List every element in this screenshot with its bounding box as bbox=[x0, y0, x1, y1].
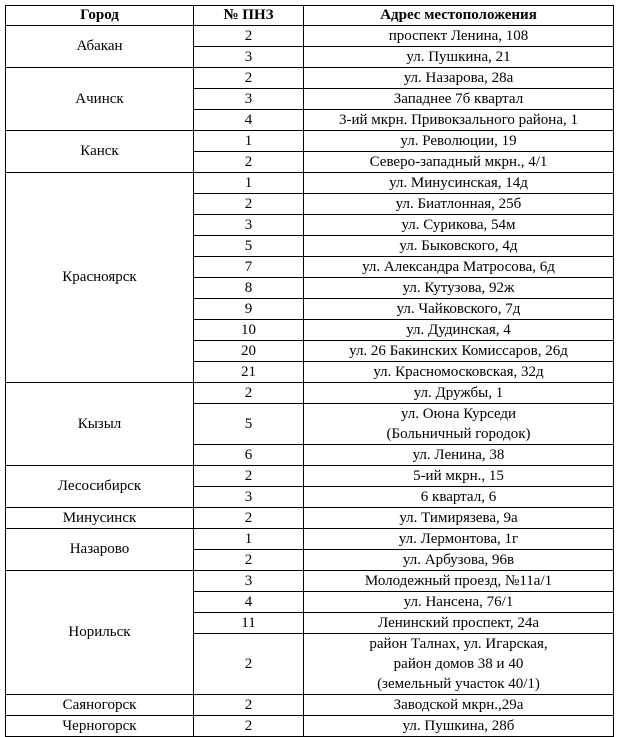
address-cell bbox=[304, 550, 614, 571]
station-number-cell: 21 bbox=[194, 362, 304, 383]
station-number-cell: 2 bbox=[194, 152, 304, 173]
station-number-cell: 9 bbox=[194, 299, 304, 320]
station-number-cell: 2 bbox=[194, 383, 304, 404]
table-row bbox=[6, 529, 614, 550]
address-line: 3-ий мкрн. Привокзального района, 1 bbox=[338, 112, 578, 128]
table-row bbox=[6, 131, 614, 152]
table-row bbox=[6, 571, 614, 592]
address-cell bbox=[304, 278, 614, 299]
table-header bbox=[6, 6, 614, 26]
stations-table bbox=[5, 5, 614, 737]
address-line: проспект Ленина, 108 bbox=[388, 28, 529, 44]
address-line: ул. Оюна Курседи bbox=[400, 406, 517, 422]
station-number-cell: 2 bbox=[194, 695, 304, 716]
city-cell: Красноярск bbox=[6, 173, 194, 383]
station-number-cell: 5 bbox=[194, 404, 304, 445]
address-line: ул. Дружбы, 1 bbox=[413, 385, 504, 401]
station-number-cell: 2 bbox=[194, 508, 304, 529]
address-cell bbox=[304, 529, 614, 550]
station-number-cell: 2 bbox=[194, 26, 304, 47]
address-cell bbox=[304, 695, 614, 716]
address-line: (Больничный городок) bbox=[386, 426, 531, 442]
address-cell bbox=[304, 320, 614, 341]
address-cell bbox=[304, 68, 614, 89]
address-line: ул. Сурикова, 54м bbox=[401, 217, 516, 233]
table-row bbox=[6, 68, 614, 89]
address-line: ул. Быковского, 4д bbox=[399, 238, 518, 254]
address-cell bbox=[304, 215, 614, 236]
address-cell bbox=[304, 236, 614, 257]
station-number-cell: 3 bbox=[194, 487, 304, 508]
city-cell: Саяногорск bbox=[6, 695, 194, 716]
city-cell: Ачинск bbox=[6, 68, 194, 131]
station-number-cell: 3 bbox=[194, 89, 304, 110]
station-number-cell: 2 bbox=[194, 466, 304, 487]
address-line: район Талнах, ул. Игарская, bbox=[369, 636, 548, 652]
table-row bbox=[6, 383, 614, 404]
address-line: (земельный участок 40/1) bbox=[377, 676, 540, 692]
station-number-cell: 3 bbox=[194, 47, 304, 68]
table-row bbox=[6, 716, 614, 737]
address-line: ул. Революции, 19 bbox=[400, 133, 517, 149]
city-cell: Кызыл bbox=[6, 383, 194, 466]
table-row bbox=[6, 26, 614, 47]
address-cell bbox=[304, 47, 614, 68]
address-cell bbox=[304, 634, 614, 695]
station-number-cell: 7 bbox=[194, 257, 304, 278]
header-number: № ПНЗ bbox=[194, 6, 304, 26]
address-cell bbox=[304, 571, 614, 592]
address-line: ул. Чайковского, 7д bbox=[396, 301, 521, 317]
table-row bbox=[6, 173, 614, 194]
address-line: ул. Арбузова, 96в bbox=[402, 552, 515, 568]
address-cell bbox=[304, 487, 614, 508]
address-cell bbox=[304, 131, 614, 152]
address-cell bbox=[304, 26, 614, 47]
address-cell bbox=[304, 89, 614, 110]
station-number-cell: 1 bbox=[194, 173, 304, 194]
address-cell bbox=[304, 383, 614, 404]
address-line: ул. Пушкина, 28б bbox=[402, 718, 515, 734]
address-line: ул. Тимирязева, 9а bbox=[399, 510, 518, 526]
address-line: ул. Нансена, 76/1 bbox=[403, 594, 514, 610]
address-line: ул. Красномосковская, 32д bbox=[373, 364, 544, 380]
address-line: Ленинский проспект, 24а bbox=[378, 615, 539, 631]
address-cell bbox=[304, 152, 614, 173]
station-number-cell: 5 bbox=[194, 236, 304, 257]
station-number-cell: 3 bbox=[194, 215, 304, 236]
address-cell bbox=[304, 508, 614, 529]
address-cell bbox=[304, 257, 614, 278]
address-line: ул. Кутузова, 92ж bbox=[402, 280, 515, 296]
address-line: Северо-западный мкрн., 4/1 bbox=[369, 154, 548, 170]
station-number-cell: 8 bbox=[194, 278, 304, 299]
table-body bbox=[6, 26, 614, 737]
address-line: ул. Ленина, 38 bbox=[412, 447, 505, 463]
city-cell: Назарово bbox=[6, 529, 194, 571]
address-line: ул. Александра Матросова, 6д bbox=[362, 259, 555, 275]
address-cell bbox=[304, 613, 614, 634]
address-line: Молодежный проезд, №11а/1 bbox=[364, 573, 553, 589]
station-number-cell: 3 bbox=[194, 571, 304, 592]
address-line: Западнее 7б квартал bbox=[393, 91, 524, 107]
address-cell bbox=[304, 445, 614, 466]
address-line: ул. Назарова, 28а bbox=[403, 70, 514, 86]
address-cell bbox=[304, 466, 614, 487]
address-line: ул. Дудинская, 4 bbox=[406, 322, 511, 338]
address-cell bbox=[304, 716, 614, 737]
table-row bbox=[6, 466, 614, 487]
address-cell bbox=[304, 194, 614, 215]
header-address: Адрес местоположения bbox=[304, 6, 614, 26]
address-line: Заводской мкрн.,29а bbox=[393, 697, 524, 713]
address-line: ул. Минусинская, 14д bbox=[389, 175, 528, 191]
station-number-cell: 2 bbox=[194, 634, 304, 695]
address-cell bbox=[304, 592, 614, 613]
city-cell: Лесосибирск bbox=[6, 466, 194, 508]
station-number-cell: 4 bbox=[194, 110, 304, 131]
address-cell bbox=[304, 404, 614, 445]
address-line: ул. Биатлонная, 25б bbox=[395, 196, 522, 212]
address-line: 6 квартал, 6 bbox=[420, 489, 497, 505]
address-line: ул. 26 Бакинских Комиссаров, 26д bbox=[349, 343, 568, 359]
address-line: ул. Пушкина, 21 bbox=[406, 49, 511, 65]
city-cell: Минусинск bbox=[6, 508, 194, 529]
table-row bbox=[6, 695, 614, 716]
station-number-cell: 2 bbox=[194, 716, 304, 737]
table-row bbox=[6, 508, 614, 529]
station-number-cell: 2 bbox=[194, 68, 304, 89]
address-cell bbox=[304, 341, 614, 362]
header-row bbox=[6, 6, 614, 26]
address-cell bbox=[304, 362, 614, 383]
address-cell bbox=[304, 299, 614, 320]
header-city: Город bbox=[6, 6, 194, 26]
station-number-cell: 2 bbox=[194, 194, 304, 215]
station-number-cell: 1 bbox=[194, 131, 304, 152]
city-cell: Канск bbox=[6, 131, 194, 173]
address-line: 5-ий мкрн., 15 bbox=[413, 468, 504, 484]
address-line: ул. Лермонтова, 1г bbox=[398, 531, 519, 547]
address-cell bbox=[304, 173, 614, 194]
station-number-cell: 2 bbox=[194, 550, 304, 571]
station-number-cell: 10 bbox=[194, 320, 304, 341]
city-cell: Черногорск bbox=[6, 716, 194, 737]
station-number-cell: 4 bbox=[194, 592, 304, 613]
station-number-cell: 6 bbox=[194, 445, 304, 466]
city-cell: Норильск bbox=[6, 571, 194, 695]
address-cell bbox=[304, 110, 614, 131]
station-number-cell: 11 bbox=[194, 613, 304, 634]
city-cell: Абакан bbox=[6, 26, 194, 68]
address-line: район домов 38 и 40 bbox=[393, 656, 524, 672]
station-number-cell: 1 bbox=[194, 529, 304, 550]
station-number-cell: 20 bbox=[194, 341, 304, 362]
